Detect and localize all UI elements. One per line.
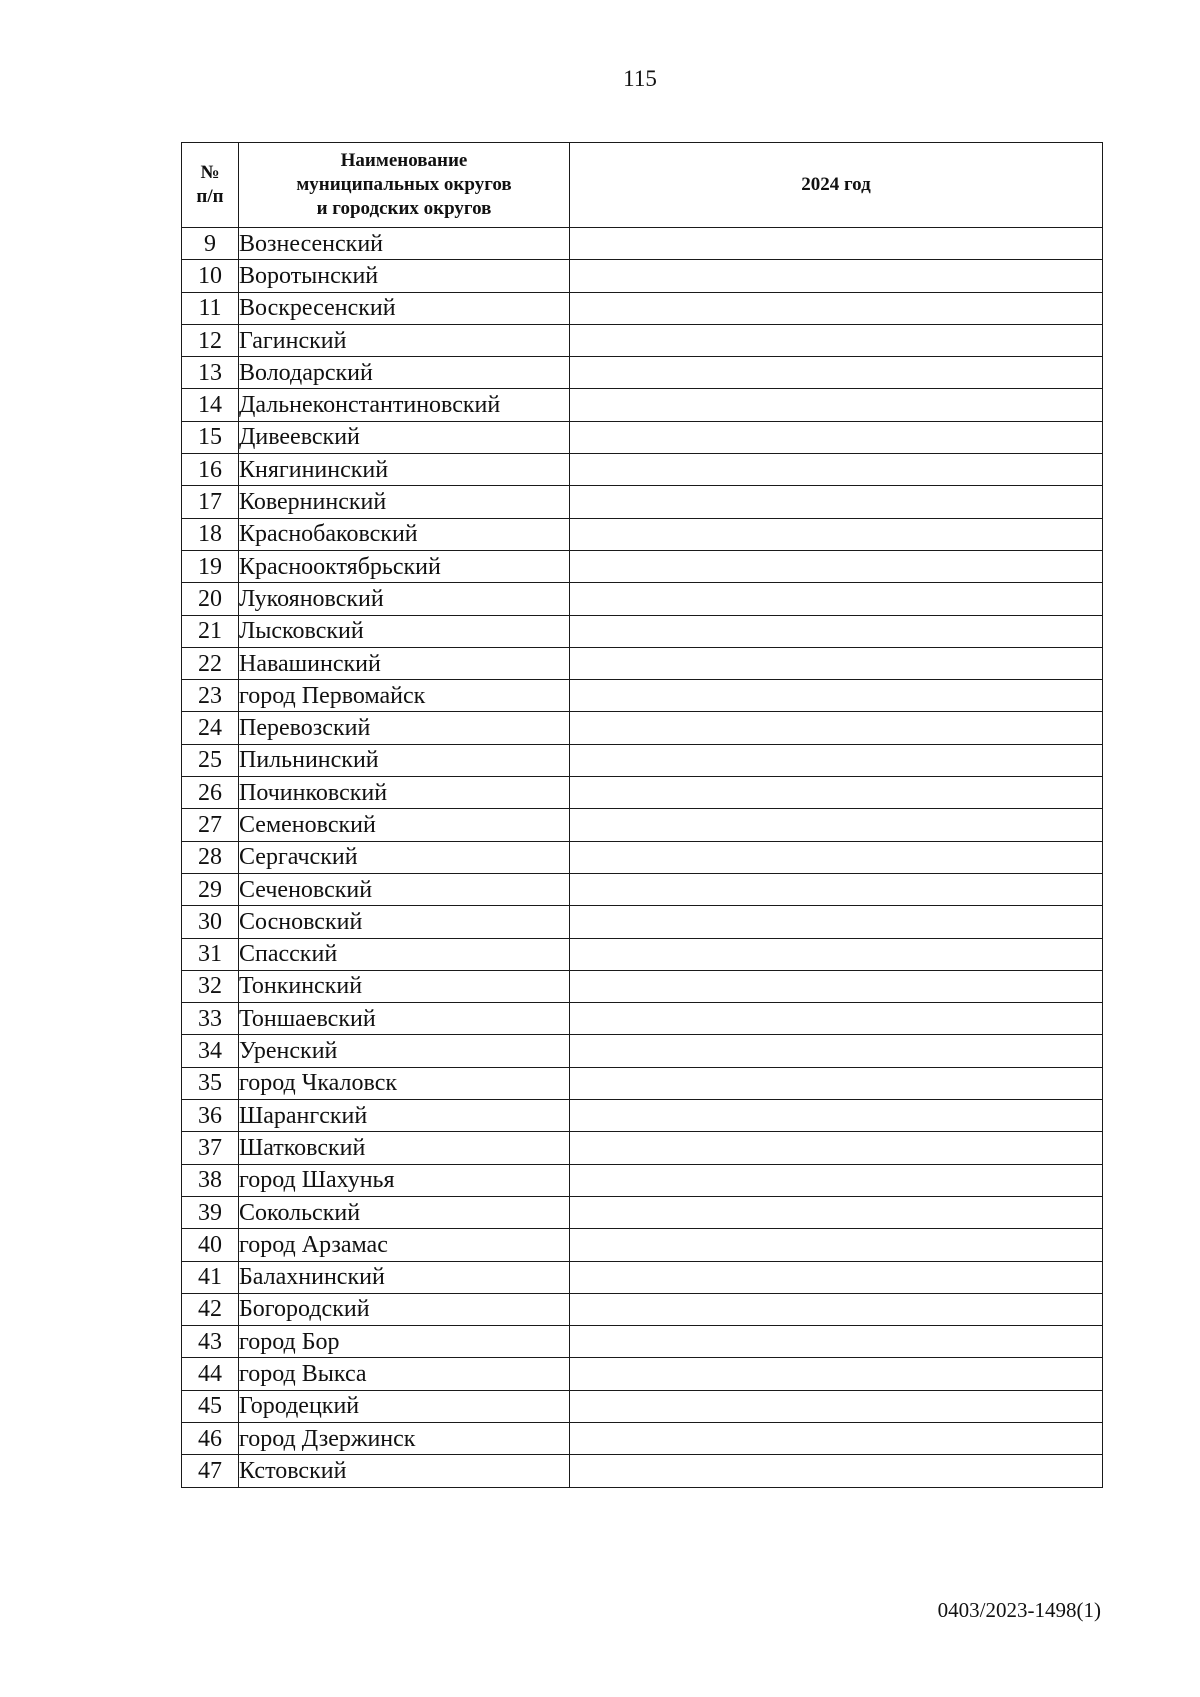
year-2024-value: [570, 1035, 1103, 1067]
municipality-name: Семеновский: [239, 809, 570, 841]
row-number: 15: [182, 421, 239, 453]
table-row: [182, 1132, 1103, 1164]
row-number: 27: [182, 809, 239, 841]
year-2024-value: [570, 1358, 1103, 1390]
row-number: 17: [182, 486, 239, 518]
municipality-name: Княгининский: [239, 454, 570, 486]
table-row: [182, 809, 1103, 841]
municipality-name: Краснобаковский: [239, 518, 570, 550]
municipality-name: город Арзамас: [239, 1229, 570, 1261]
year-2024-value: [570, 292, 1103, 324]
municipality-name: Шатковский: [239, 1132, 570, 1164]
municipality-name: Краснооктябрьский: [239, 550, 570, 582]
municipality-name: Воскресенский: [239, 292, 570, 324]
row-number: 31: [182, 938, 239, 970]
row-number: 45: [182, 1390, 239, 1422]
municipality-name: Уренский: [239, 1035, 570, 1067]
municipality-name: Балахнинский: [239, 1261, 570, 1293]
municipality-name: Сеченовский: [239, 873, 570, 905]
row-number: 44: [182, 1358, 239, 1390]
municipality-name: Спасский: [239, 938, 570, 970]
row-number: 46: [182, 1422, 239, 1454]
table-row: [182, 357, 1103, 389]
table-row: [182, 680, 1103, 712]
year-2024-value: [570, 421, 1103, 453]
row-number: 25: [182, 744, 239, 776]
table-row: [182, 1003, 1103, 1035]
year-2024-value: [570, 486, 1103, 518]
document-code: 0403/2023-1498(1): [937, 1598, 1101, 1622]
table-row: [182, 1196, 1103, 1228]
municipality-name: Володарский: [239, 357, 570, 389]
year-2024-value: [570, 357, 1103, 389]
year-2024-value: [570, 1132, 1103, 1164]
row-number: 32: [182, 970, 239, 1002]
row-number: 35: [182, 1067, 239, 1099]
municipalities-table: [181, 142, 1103, 1488]
year-2024-value: [570, 777, 1103, 809]
year-2024-value: [570, 583, 1103, 615]
row-number: 28: [182, 841, 239, 873]
year-2024-value: [570, 1422, 1103, 1454]
year-2024-value: [570, 228, 1103, 260]
table-row: [182, 906, 1103, 938]
table-row: [182, 1455, 1103, 1487]
municipality-name: Лысковский: [239, 615, 570, 647]
table-row: [182, 777, 1103, 809]
year-2024-value: [570, 1003, 1103, 1035]
municipality-name: Воротынский: [239, 260, 570, 292]
row-number: 22: [182, 647, 239, 679]
table-row: [182, 841, 1103, 873]
municipality-name: Лукояновский: [239, 583, 570, 615]
year-2024-value: [570, 809, 1103, 841]
row-number: 19: [182, 550, 239, 582]
table-row: [182, 1261, 1103, 1293]
row-number: 30: [182, 906, 239, 938]
table-row: [182, 1326, 1103, 1358]
year-2024-value: [570, 454, 1103, 486]
table-row: [182, 550, 1103, 582]
row-number: 14: [182, 389, 239, 421]
row-number: 43: [182, 1326, 239, 1358]
table-row: [182, 712, 1103, 744]
municipality-name: город Чкаловск: [239, 1067, 570, 1099]
municipality-name: Пильнинский: [239, 744, 570, 776]
row-number: 26: [182, 777, 239, 809]
year-2024-value: [570, 744, 1103, 776]
year-2024-value: [570, 518, 1103, 550]
year-2024-value: [570, 1229, 1103, 1261]
municipality-name: Дальнеконстантиновский: [239, 389, 570, 421]
table-row: [182, 389, 1103, 421]
row-number: 39: [182, 1196, 239, 1228]
year-2024-value: [570, 615, 1103, 647]
row-number: 29: [182, 873, 239, 905]
table-row: [182, 1035, 1103, 1067]
year-2024-value: [570, 1455, 1103, 1487]
row-number: 11: [182, 292, 239, 324]
page-number: 115: [623, 66, 657, 91]
year-2024-value: [570, 1100, 1103, 1132]
table-row: [182, 647, 1103, 679]
municipality-name: Городецкий: [239, 1390, 570, 1422]
table-row: [182, 518, 1103, 550]
year-2024-value: [570, 1196, 1103, 1228]
table-row: [182, 1067, 1103, 1099]
row-number: 33: [182, 1003, 239, 1035]
year-2024-value: [570, 1067, 1103, 1099]
municipality-name: город Выкса: [239, 1358, 570, 1390]
header-year: 2024 год: [570, 143, 1103, 228]
municipality-name: город Первомайск: [239, 680, 570, 712]
row-number: 42: [182, 1293, 239, 1325]
year-2024-value: [570, 938, 1103, 970]
row-number: 47: [182, 1455, 239, 1487]
table-row: [182, 615, 1103, 647]
row-number: 9: [182, 228, 239, 260]
municipality-name: Сокольский: [239, 1196, 570, 1228]
municipality-name: город Дзержинск: [239, 1422, 570, 1454]
row-number: 13: [182, 357, 239, 389]
municipality-name: Дивеевский: [239, 421, 570, 453]
table-row: [182, 228, 1103, 260]
municipality-name: город Бор: [239, 1326, 570, 1358]
municipality-name: Перевозский: [239, 712, 570, 744]
year-2024-value: [570, 647, 1103, 679]
municipality-name: Кстовский: [239, 1455, 570, 1487]
municipality-name: Сосновский: [239, 906, 570, 938]
table-row: [182, 324, 1103, 356]
table-row: [182, 744, 1103, 776]
year-2024-value: [570, 389, 1103, 421]
table-row: [182, 873, 1103, 905]
year-2024-value: [570, 712, 1103, 744]
row-number: 37: [182, 1132, 239, 1164]
table-row: [182, 1390, 1103, 1422]
table-row: [182, 938, 1103, 970]
table-row: [182, 970, 1103, 1002]
row-number: 18: [182, 518, 239, 550]
year-2024-value: [570, 841, 1103, 873]
row-number: 34: [182, 1035, 239, 1067]
table-row: [182, 1229, 1103, 1261]
table-row: [182, 292, 1103, 324]
year-2024-value: [570, 680, 1103, 712]
table-row: [182, 1100, 1103, 1132]
row-number: 12: [182, 324, 239, 356]
table-row: [182, 1164, 1103, 1196]
year-2024-value: [570, 324, 1103, 356]
table-row: [182, 260, 1103, 292]
municipality-name: город Шахунья: [239, 1164, 570, 1196]
year-2024-value: [570, 1261, 1103, 1293]
municipality-name: Тонкинский: [239, 970, 570, 1002]
municipality-name: Шарангский: [239, 1100, 570, 1132]
municipality-name: Гагинский: [239, 324, 570, 356]
header-number: № п/п: [182, 143, 239, 228]
municipality-name: Ковернинский: [239, 486, 570, 518]
table-body: [182, 228, 1103, 1488]
row-number: 36: [182, 1100, 239, 1132]
table-row: [182, 454, 1103, 486]
year-2024-value: [570, 1293, 1103, 1325]
year-2024-value: [570, 873, 1103, 905]
row-number: 40: [182, 1229, 239, 1261]
municipality-name: Тоншаевский: [239, 1003, 570, 1035]
row-number: 21: [182, 615, 239, 647]
municipality-name: Богородский: [239, 1293, 570, 1325]
year-2024-value: [570, 970, 1103, 1002]
year-2024-value: [570, 550, 1103, 582]
municipality-name: Навашинский: [239, 647, 570, 679]
table-row: [182, 1293, 1103, 1325]
table-header-row: [182, 143, 1103, 228]
row-number: 41: [182, 1261, 239, 1293]
table-row: [182, 486, 1103, 518]
row-number: 23: [182, 680, 239, 712]
year-2024-value: [570, 1390, 1103, 1422]
table-row: [182, 1422, 1103, 1454]
row-number: 38: [182, 1164, 239, 1196]
table-row: [182, 421, 1103, 453]
year-2024-value: [570, 1164, 1103, 1196]
year-2024-value: [570, 1326, 1103, 1358]
municipality-name: Вознесенский: [239, 228, 570, 260]
header-name: Наименование муниципальных округов и городских округов: [239, 143, 570, 228]
table-row: [182, 583, 1103, 615]
year-2024-value: [570, 906, 1103, 938]
municipality-name: Сергачский: [239, 841, 570, 873]
municipality-name: Починковский: [239, 777, 570, 809]
row-number: 24: [182, 712, 239, 744]
row-number: 20: [182, 583, 239, 615]
row-number: 16: [182, 454, 239, 486]
table-row: [182, 1358, 1103, 1390]
year-2024-value: [570, 260, 1103, 292]
row-number: 10: [182, 260, 239, 292]
